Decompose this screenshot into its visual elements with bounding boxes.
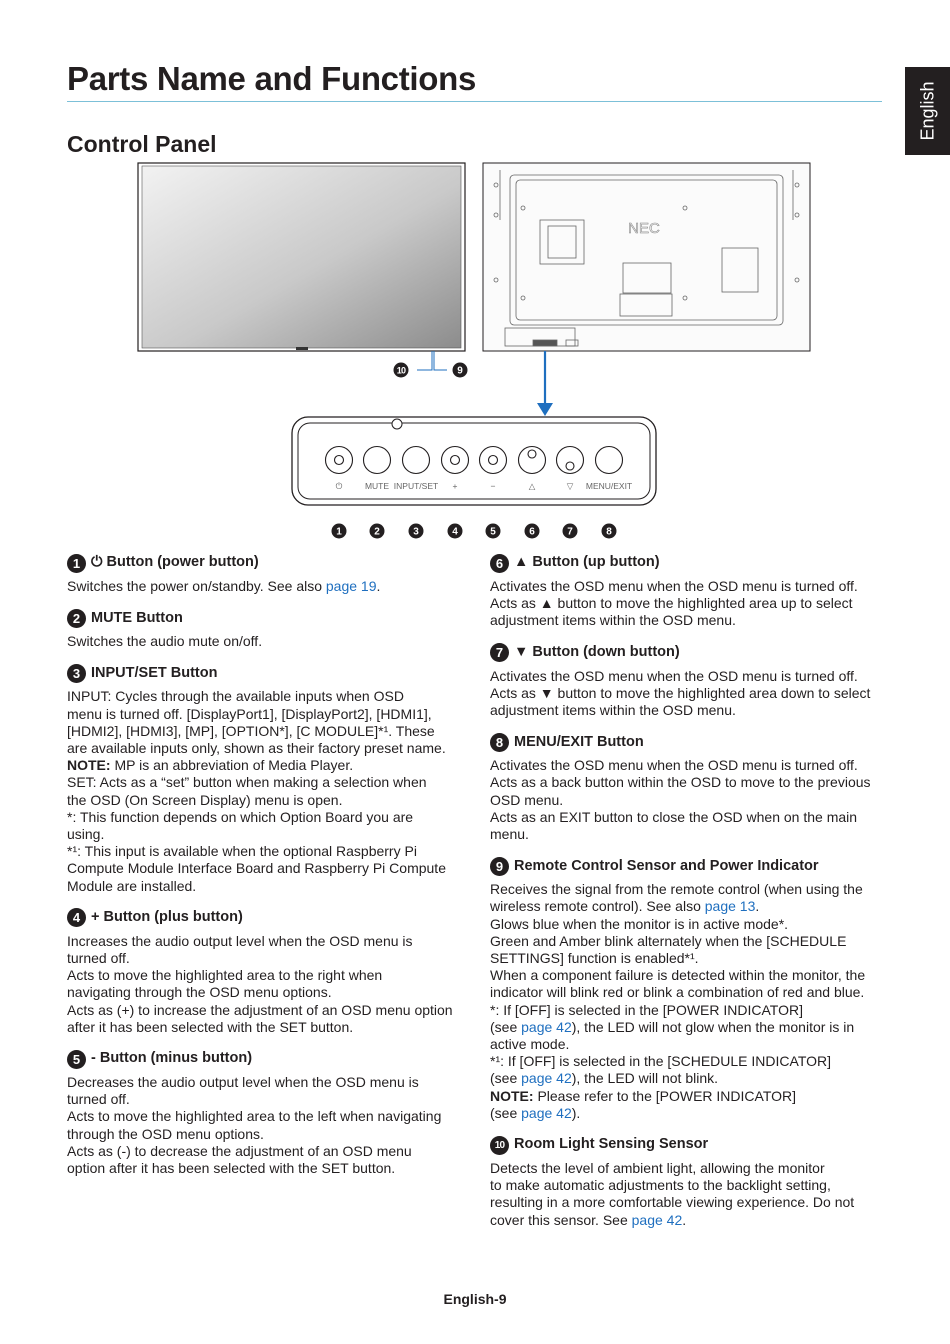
item-text-line: adjustment items within the OSD menu. [490, 612, 736, 629]
item-8 [490, 732, 890, 843]
item-text-line: Compute Module Interface Board and Raspberry Pi Compute [67, 860, 446, 877]
item-number-badge: 6 [490, 554, 509, 573]
item-4 [67, 908, 467, 1036]
item-number-badge: 7 [490, 643, 509, 662]
item-text-line: resulting in a more comfortable viewing experience. Do not [490, 1194, 855, 1211]
item-text-line: SETTINGS] function is enabled*¹. [490, 950, 699, 967]
callout-9-label: 9 [457, 365, 463, 377]
callout-4-label: 4 [452, 526, 458, 538]
panel-label-power: ⏻ [335, 481, 343, 491]
item-text-line: Detects the level of ambient light, allowing the monitor [490, 1160, 825, 1177]
item-text-line: (see page 42). [490, 1104, 581, 1121]
item-text-line: Switches the audio mute on/off. [67, 633, 263, 650]
item-text-line: NOTE: Please refer to the [POWER INDICATOR] [490, 1087, 797, 1104]
item-title: INPUT/SET Button [91, 664, 218, 681]
item-number-badge: 5 [67, 1050, 86, 1069]
item-text-line: INPUT: Cycles through the available inputs when OSD [67, 688, 404, 705]
item-10-heading [490, 1135, 890, 1155]
item-text-line: Acts as ▼ button to move the highlighted area down to select [490, 684, 871, 701]
item-9 [490, 856, 890, 1122]
item-text-line: Activates the OSD menu when the OSD menu is turned off. [490, 667, 858, 684]
item-number-badge: 8 [490, 733, 509, 752]
item-number-badge: 10 [490, 1136, 509, 1155]
item-title: MENU/EXIT Button [514, 733, 644, 750]
item-3-heading [67, 663, 467, 683]
item-text-line: to make automatic adjustments to the backlight setting, [490, 1177, 831, 1194]
item-title: Button (up button) [532, 554, 660, 571]
item-text-line: Increases the audio output level when the OSD menu is [67, 932, 413, 949]
item-text-line: [HDMI2], [HDMI3], [MP], [OPTION*], [C MODULE]*¹. These [67, 722, 435, 739]
callout-3-label: 3 [413, 526, 419, 538]
callout-7-label: 7 [567, 526, 573, 538]
item-text-line: Activates the OSD menu when the OSD menu is turned off. [490, 578, 858, 594]
item-text-line: When a component failure is detected within the monitor, the [490, 967, 866, 984]
item-text-line: Acts as ▲ button to move the highlighted area up to select [490, 595, 853, 612]
monitor-rear-view [483, 163, 810, 351]
item-text-line: Acts as (-) to decrease the adjustment of an OSD menu [67, 1142, 412, 1159]
item-number-badge: 2 [67, 609, 86, 628]
item-text-line: cover this sensor. See page 42. [490, 1211, 687, 1228]
callout-10 [394, 363, 409, 378]
item-text-line: Acts as a back button within the OSD to move to the previous [490, 774, 871, 791]
page-link[interactable]: page 42 [631, 1211, 683, 1228]
page-link[interactable]: page 42 [521, 1018, 572, 1035]
item-number-badge: 4 [67, 908, 86, 927]
panel-label-down: ▽ [566, 481, 574, 491]
item-text-line: *¹: This input is available when the optional Raspberry Pi [67, 843, 417, 860]
item-glyph-icon: ▼ [514, 644, 529, 660]
language-tab [905, 67, 950, 155]
item-text-line: Activates the OSD menu when the OSD menu is turned off. [490, 757, 858, 774]
item-text-line: Glows blue when the monitor is in active mode*. [490, 915, 789, 932]
item-2-heading [67, 608, 467, 628]
item-text-line: *: This function depends on which Option Board you are [67, 808, 414, 825]
callout-1-label: 1 [336, 526, 342, 538]
item-text-line: menu is turned off. [DisplayPort1], [DisplayPort2], [HDMI1], [67, 705, 432, 722]
item-text-line: Switches the power on/standby. See also page 19. [67, 578, 381, 594]
item-text-line: OSD menu. [490, 791, 564, 808]
section-title: Control Panel [67, 131, 217, 157]
item-3 [67, 663, 467, 894]
item-text-line: Green and Amber blink alternately when the [SCHEDULE [490, 932, 847, 949]
item-title: + Button (plus button) [91, 909, 243, 926]
item-text-line: Acts to move the highlighted area to the right when [67, 967, 383, 984]
item-text-line: indicator will blink red or blink a combination of red and blue. [490, 984, 865, 1001]
callout-2-label: 2 [374, 526, 380, 538]
item-text-line: NOTE: MP is an abbreviation of Media Player. [67, 757, 354, 774]
item-text-line: through the OSD menu options. [67, 1125, 264, 1142]
control-panel-closeup [292, 417, 656, 539]
callout-10-label: 10 [396, 365, 406, 376]
page-link[interactable]: page 42 [521, 1070, 572, 1087]
item-text-line: Acts to move the highlighted area to the left when navigating [67, 1108, 442, 1125]
item-text-line: the OSD (On Screen Display) menu is open. [67, 791, 343, 808]
item-8-heading [490, 732, 890, 752]
item-6 [490, 553, 890, 630]
item-text-line: menu. [490, 826, 529, 843]
item-text-line: Module are installed. [67, 877, 197, 894]
item-text-line: navigating through the OSD menu options. [67, 984, 332, 1001]
item-text-line: adjustment items within the OSD menu. [490, 702, 736, 719]
item-text-line: (see page 42), the LED will not blink. [490, 1070, 719, 1087]
item-6-heading [490, 553, 890, 573]
item-1-heading [67, 553, 467, 573]
control-panel-figure [130, 160, 820, 545]
language-tab-label: English [917, 81, 937, 141]
item-title: Button (down button) [532, 644, 680, 660]
page-footer: English-9 [443, 1291, 507, 1307]
item-title: - Button (minus button) [91, 1050, 253, 1067]
item-7 [490, 643, 890, 720]
panel-label-input-set: INPUT/SET [393, 481, 439, 491]
page-title: Parts Name and Functions [67, 60, 477, 97]
title-rule [67, 101, 882, 102]
page-link[interactable]: page 19 [325, 578, 377, 594]
item-5 [67, 1049, 467, 1177]
item-text-line: *¹: If [OFF] is selected in the [SCHEDULE INDICATOR] [490, 1053, 832, 1070]
item-text-line: active mode. [490, 1036, 570, 1053]
item-glyph-icon: ⏻ [91, 554, 103, 571]
item-title: Room Light Sensing Sensor [514, 1136, 709, 1153]
item-number-badge: 3 [67, 664, 86, 683]
item-text-line: Receives the signal from the remote control (when using the [490, 881, 863, 898]
panel-label-plus: + [452, 481, 458, 491]
control-panel-illustration [130, 160, 820, 545]
descriptions-right-column [490, 553, 890, 1242]
item-text-line: option after it has been selected with the SET button. [67, 1160, 396, 1177]
callout-8-label: 8 [606, 526, 612, 538]
item-number-badge: 9 [490, 857, 509, 876]
item-text-line: using. [67, 826, 105, 843]
item-text-line: *: If [OFF] is selected in the [POWER INDICATOR] [490, 1001, 803, 1018]
item-1 [67, 553, 467, 595]
panel-label-mute: MUTE [364, 481, 390, 491]
item-number-badge: 1 [67, 554, 86, 573]
item-glyph-icon: ▲ [514, 554, 529, 571]
item-text-line: Decreases the audio output level when the OSD menu is [67, 1074, 419, 1091]
item-title: Remote Control Sensor and Power Indicator [514, 857, 819, 874]
note-label: NOTE: [67, 757, 111, 774]
item-text-line: wireless remote control). See also page 13. [490, 898, 760, 915]
note-label: NOTE: [490, 1087, 534, 1104]
panel-label-minus: − [490, 481, 496, 491]
page-link[interactable]: page 13 [704, 898, 756, 915]
item-text-line: after it has been selected with the SET button. [67, 1018, 354, 1035]
panel-label-up: △ [528, 481, 536, 491]
descriptions-left-column [67, 553, 467, 1190]
item-text-line: turned off. [67, 950, 130, 967]
item-7-heading [490, 643, 890, 663]
item-title: Button (power button) [106, 554, 259, 571]
item-text-line: Acts as (+) to increase the adjustment of an OSD menu option [67, 1001, 453, 1018]
item-10 [490, 1135, 890, 1229]
item-text-line: (see page 42), the LED will not glow when the monitor is in [490, 1018, 855, 1035]
item-4-heading [67, 908, 467, 928]
panel-label-menu-exit: MENU/EXIT [585, 481, 633, 491]
item-5-heading [67, 1049, 467, 1069]
item-text-line: Acts as an EXIT button to close the OSD when on the main [490, 808, 858, 825]
item-title: MUTE Button [91, 609, 183, 626]
brand-logo: NEC [628, 220, 660, 237]
callout-6-label: 6 [529, 526, 535, 538]
item-text-line: are available inputs only, shown as their factory preset name. [67, 740, 446, 757]
callout-9 [453, 363, 468, 378]
item-text-line: turned off. [67, 1091, 130, 1108]
page-link[interactable]: page 42 [521, 1104, 572, 1121]
callout-5-label: 5 [490, 526, 496, 538]
item-text-line: SET: Acts as a “set” button when making a selection when [67, 774, 427, 791]
item-9-heading [490, 856, 890, 876]
item-2 [67, 608, 467, 650]
monitor-front-view [138, 163, 468, 378]
